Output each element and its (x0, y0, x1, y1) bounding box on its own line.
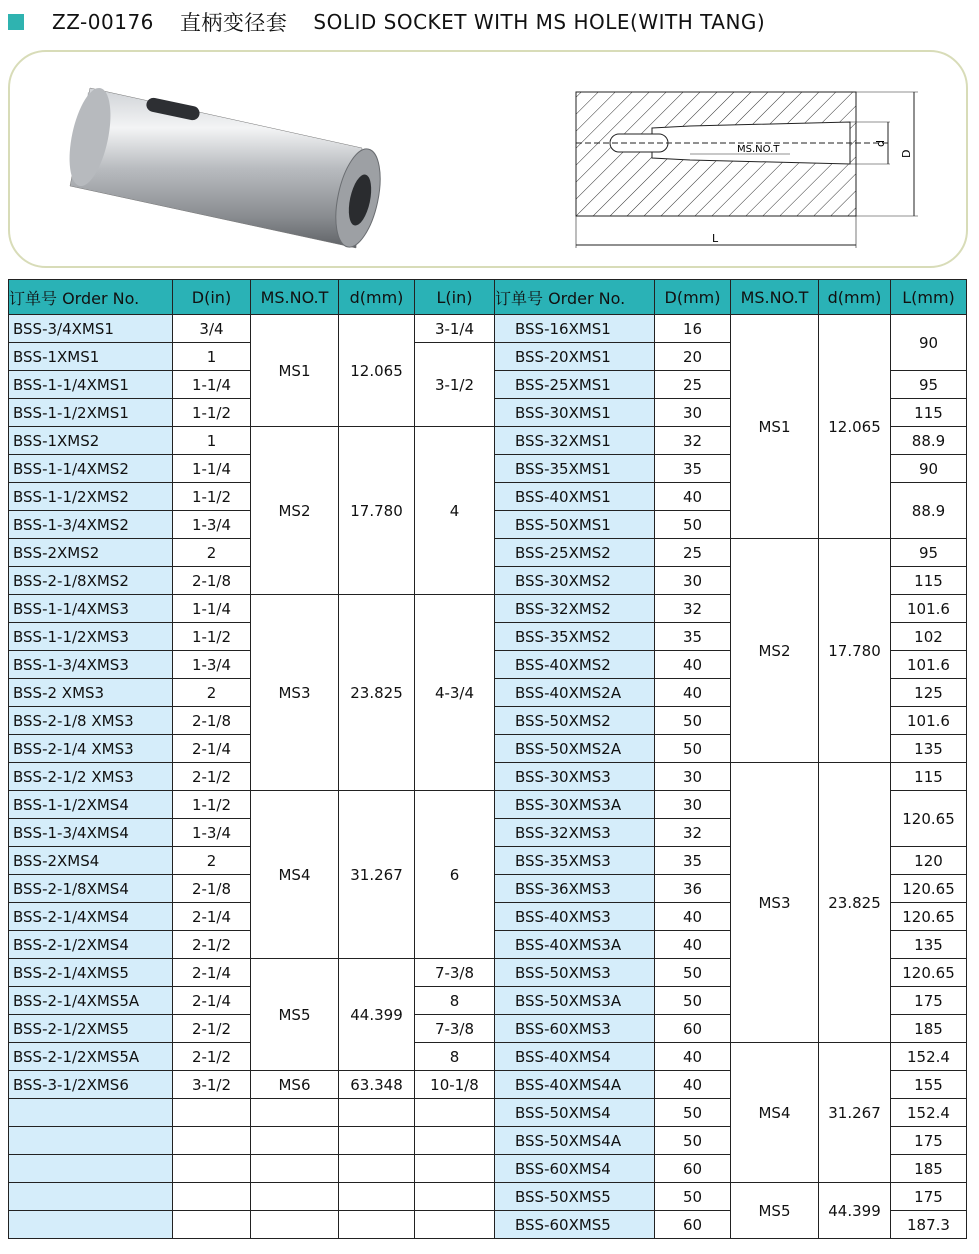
order-no-cell: BSS-1-3/4XMS3 (9, 651, 173, 679)
diameter-mm-cell: 50 (655, 1099, 731, 1127)
diameter-in-cell: 3-1/2 (173, 1071, 251, 1099)
length-mm-cell: 185 (891, 1155, 967, 1183)
diameter-mm-cell: 30 (655, 567, 731, 595)
order-no-cell: BSS-1XMS2 (9, 427, 173, 455)
column-header: D(mm) (655, 280, 731, 315)
L-label: L (712, 232, 719, 245)
diameter-mm-cell: 40 (655, 483, 731, 511)
order-no-cell: BSS-50XMS4A (495, 1127, 655, 1155)
diameter-mm-cell: 60 (655, 1211, 731, 1239)
order-no-cell: BSS-3-1/2XMS6 (9, 1071, 173, 1099)
socket-photo (62, 84, 388, 251)
d-mm-cell (339, 1127, 415, 1155)
ms-no-cell: MS4 (251, 791, 339, 959)
length-mm-cell: 175 (891, 1127, 967, 1155)
diameter-in-cell: 2-1/4 (173, 987, 251, 1015)
ms-no-cell: MS5 (731, 1183, 819, 1239)
length-mm-cell: 101.6 (891, 595, 967, 623)
length-mm-cell: 120.65 (891, 875, 967, 903)
d-mm-cell: 44.399 (819, 1183, 891, 1239)
illustration-panel (8, 50, 968, 268)
diameter-in-cell: 3/4 (173, 315, 251, 343)
order-no-cell: BSS-3/4XMS1 (9, 315, 173, 343)
length-mm-cell: 120.65 (891, 791, 967, 847)
length-in-cell (415, 1183, 495, 1211)
order-no-cell: BSS-50XMS2 (495, 707, 655, 735)
order-no-cell: BSS-32XMS1 (495, 427, 655, 455)
length-mm-cell: 102 (891, 623, 967, 651)
diameter-in-cell: 1-3/4 (173, 819, 251, 847)
d-mm-cell (339, 1183, 415, 1211)
length-mm-cell: 187.3 (891, 1211, 967, 1239)
order-no-cell: BSS-40XMS3 (495, 903, 655, 931)
diameter-in-cell (173, 1183, 251, 1211)
length-mm-cell: 90 (891, 315, 967, 371)
diameter-mm-cell: 50 (655, 707, 731, 735)
diameter-mm-cell: 50 (655, 735, 731, 763)
order-no-cell: BSS-2-1/2XMS4 (9, 931, 173, 959)
diameter-in-cell: 1 (173, 427, 251, 455)
order-no-cell (9, 1127, 173, 1155)
order-no-cell: BSS-2XMS2 (9, 539, 173, 567)
ms-no-cell: MS1 (251, 315, 339, 427)
diameter-mm-cell: 25 (655, 539, 731, 567)
column-header: L(in) (415, 280, 495, 315)
order-no-cell: BSS-35XMS1 (495, 455, 655, 483)
length-in-cell: 7-3/8 (415, 1015, 495, 1043)
order-no-cell: BSS-2-1/2XMS5A (9, 1043, 173, 1071)
d-mm-cell: 17.780 (339, 427, 415, 595)
order-no-cell: BSS-2 XMS3 (9, 679, 173, 707)
length-in-cell (415, 1155, 495, 1183)
order-no-cell (9, 1099, 173, 1127)
order-no-cell: BSS-2-1/4XMS4 (9, 903, 173, 931)
diameter-mm-cell: 30 (655, 399, 731, 427)
diameter-in-cell (173, 1155, 251, 1183)
length-in-cell (415, 1211, 495, 1239)
diameter-in-cell (173, 1211, 251, 1239)
length-mm-cell: 101.6 (891, 707, 967, 735)
diameter-in-cell: 2-1/4 (173, 903, 251, 931)
order-no-cell: BSS-2-1/4XMS5A (9, 987, 173, 1015)
ms-no-cell: MS2 (251, 427, 339, 595)
column-header: d(mm) (339, 280, 415, 315)
diameter-in-cell: 2-1/8 (173, 707, 251, 735)
length-in-cell: 4 (415, 427, 495, 595)
order-no-cell: BSS-60XMS3 (495, 1015, 655, 1043)
d-mm-cell: 23.825 (339, 595, 415, 791)
length-in-cell: 4-3/4 (415, 595, 495, 791)
length-mm-cell: 115 (891, 567, 967, 595)
diameter-mm-cell: 50 (655, 511, 731, 539)
diameter-in-cell: 2 (173, 847, 251, 875)
diameter-mm-cell: 35 (655, 847, 731, 875)
d-mm-cell: 17.780 (819, 539, 891, 763)
length-mm-cell: 155 (891, 1071, 967, 1099)
diameter-in-cell: 1-1/2 (173, 399, 251, 427)
length-mm-cell: 152.4 (891, 1099, 967, 1127)
length-mm-cell: 135 (891, 735, 967, 763)
diameter-mm-cell: 40 (655, 903, 731, 931)
diameter-mm-cell: 50 (655, 1183, 731, 1211)
order-no-cell: BSS-1-1/4XMS1 (9, 371, 173, 399)
order-no-cell: BSS-32XMS3 (495, 819, 655, 847)
order-no-cell: BSS-16XMS1 (495, 315, 655, 343)
order-no-cell (9, 1211, 173, 1239)
d-mm-cell: 12.065 (819, 315, 891, 539)
diameter-mm-cell: 35 (655, 455, 731, 483)
diameter-in-cell: 2-1/4 (173, 959, 251, 987)
order-no-cell: BSS-50XMS3 (495, 959, 655, 987)
column-header: D(in) (173, 280, 251, 315)
order-no-cell: BSS-50XMS1 (495, 511, 655, 539)
length-mm-cell: 95 (891, 539, 967, 567)
diameter-in-cell (173, 1099, 251, 1127)
diameter-mm-cell: 20 (655, 343, 731, 371)
diameter-mm-cell: 40 (655, 651, 731, 679)
diameter-in-cell: 2-1/2 (173, 1043, 251, 1071)
order-no-cell: BSS-35XMS3 (495, 847, 655, 875)
length-mm-cell: 152.4 (891, 1043, 967, 1071)
diameter-in-cell (173, 1127, 251, 1155)
order-no-cell: BSS-20XMS1 (495, 343, 655, 371)
order-no-cell: BSS-36XMS3 (495, 875, 655, 903)
length-in-cell: 7-3/8 (415, 959, 495, 987)
order-no-cell: BSS-2-1/8 XMS3 (9, 707, 173, 735)
order-no-cell: BSS-2-1/8XMS2 (9, 567, 173, 595)
diameter-in-cell: 2-1/2 (173, 931, 251, 959)
order-no-cell (9, 1183, 173, 1211)
order-no-cell: BSS-2-1/8XMS4 (9, 875, 173, 903)
diameter-in-cell: 2-1/8 (173, 567, 251, 595)
length-in-cell: 8 (415, 1043, 495, 1071)
length-in-cell: 3-1/2 (415, 343, 495, 427)
diameter-in-cell: 1-3/4 (173, 511, 251, 539)
length-mm-cell: 115 (891, 763, 967, 791)
table-header (9, 280, 967, 315)
order-no-cell: BSS-35XMS2 (495, 623, 655, 651)
order-no-cell: BSS-40XMS4A (495, 1071, 655, 1099)
order-no-cell: BSS-1XMS1 (9, 343, 173, 371)
d-mm-cell: 63.348 (339, 1071, 415, 1099)
table-row (9, 1043, 967, 1071)
diameter-mm-cell: 50 (655, 1127, 731, 1155)
order-no-cell: BSS-60XMS4 (495, 1155, 655, 1183)
length-mm-cell: 88.9 (891, 483, 967, 539)
d-mm-cell: 12.065 (339, 315, 415, 427)
order-no-cell: BSS-2-1/4XMS5 (9, 959, 173, 987)
diameter-mm-cell: 50 (655, 959, 731, 987)
length-in-cell (415, 1099, 495, 1127)
order-no-cell: BSS-1-1/2XMS2 (9, 483, 173, 511)
diameter-mm-cell: 40 (655, 1043, 731, 1071)
order-no-cell: BSS-50XMS4 (495, 1099, 655, 1127)
order-no-cell: BSS-25XMS1 (495, 371, 655, 399)
length-mm-cell: 90 (891, 455, 967, 483)
length-in-cell (415, 1127, 495, 1155)
diameter-in-cell: 2 (173, 679, 251, 707)
order-no-cell: BSS-1-3/4XMS2 (9, 511, 173, 539)
order-no-cell: BSS-40XMS2 (495, 651, 655, 679)
diameter-in-cell: 1-1/2 (173, 623, 251, 651)
diameter-mm-cell: 30 (655, 791, 731, 819)
order-no-cell: BSS-1-1/4XMS2 (9, 455, 173, 483)
length-mm-cell: 115 (891, 399, 967, 427)
ms-no-cell (251, 1099, 339, 1127)
title-marker (8, 14, 24, 30)
length-mm-cell: 101.6 (891, 651, 967, 679)
diameter-mm-cell: 32 (655, 595, 731, 623)
diameter-mm-cell: 60 (655, 1015, 731, 1043)
diameter-mm-cell: 32 (655, 427, 731, 455)
order-no-cell: BSS-1-1/2XMS4 (9, 791, 173, 819)
length-mm-cell: 120.65 (891, 959, 967, 987)
spec-table (8, 279, 967, 1239)
d-mm-cell: 31.267 (339, 791, 415, 959)
diameter-in-cell: 2-1/8 (173, 875, 251, 903)
ms-no-cell: MS4 (731, 1043, 819, 1183)
length-mm-cell: 88.9 (891, 427, 967, 455)
order-no-cell: BSS-40XMS4 (495, 1043, 655, 1071)
column-header: 订单号 Order No. (9, 280, 173, 315)
ms-no-cell: MS2 (731, 539, 819, 763)
ms-no-cell (251, 1183, 339, 1211)
length-in-cell: 10-1/8 (415, 1071, 495, 1099)
order-no-cell: BSS-1-1/4XMS3 (9, 595, 173, 623)
diameter-mm-cell: 40 (655, 679, 731, 707)
ms-no-cell: MS3 (251, 595, 339, 791)
length-in-cell: 6 (415, 791, 495, 959)
diameter-in-cell: 1-1/4 (173, 371, 251, 399)
length-mm-cell: 95 (891, 371, 967, 399)
diameter-in-cell: 1-1/4 (173, 455, 251, 483)
product-illustrations (10, 52, 966, 266)
ms-no-cell: MS1 (731, 315, 819, 539)
diameter-mm-cell: 32 (655, 819, 731, 847)
length-mm-cell: 175 (891, 987, 967, 1015)
column-header: MS.NO.T (251, 280, 339, 315)
order-no-cell (9, 1155, 173, 1183)
diameter-mm-cell: 40 (655, 1071, 731, 1099)
d-mm-cell (339, 1099, 415, 1127)
order-no-cell: BSS-40XMS1 (495, 483, 655, 511)
diameter-in-cell: 2-1/2 (173, 763, 251, 791)
d-mm-cell (339, 1155, 415, 1183)
order-no-cell: BSS-32XMS2 (495, 595, 655, 623)
order-no-cell: BSS-25XMS2 (495, 539, 655, 567)
diameter-in-cell: 1-3/4 (173, 651, 251, 679)
diameter-in-cell: 2-1/2 (173, 1015, 251, 1043)
diameter-in-cell: 1-1/2 (173, 791, 251, 819)
order-no-cell: BSS-30XMS2 (495, 567, 655, 595)
product-name-en: SOLID SOCKET WITH MS HOLE(WITH TANG) (313, 10, 766, 34)
diameter-mm-cell: 60 (655, 1155, 731, 1183)
product-name-cn: 直柄变径套 (179, 11, 288, 35)
order-no-cell: BSS-60XMS5 (495, 1211, 655, 1239)
order-no-cell: BSS-40XMS3A (495, 931, 655, 959)
length-mm-cell: 175 (891, 1183, 967, 1211)
order-no-cell: BSS-1-3/4XMS4 (9, 819, 173, 847)
diameter-mm-cell: 50 (655, 987, 731, 1015)
ms-no-cell: MS3 (731, 763, 819, 1043)
d-mm-cell: 23.825 (819, 763, 891, 1043)
length-in-cell: 3-1/4 (415, 315, 495, 343)
diameter-mm-cell: 35 (655, 623, 731, 651)
ms-no-cell: MS6 (251, 1071, 339, 1099)
D-label: D (900, 149, 913, 158)
order-no-cell: BSS-2-1/2XMS5 (9, 1015, 173, 1043)
page-title (8, 6, 765, 38)
diameter-mm-cell: 30 (655, 763, 731, 791)
order-no-cell: BSS-30XMS1 (495, 399, 655, 427)
diameter-in-cell: 1 (173, 343, 251, 371)
order-no-cell: BSS-1-1/2XMS3 (9, 623, 173, 651)
order-no-cell: BSS-40XMS2A (495, 679, 655, 707)
order-no-cell: BSS-50XMS3A (495, 987, 655, 1015)
ms-no-cell (251, 1127, 339, 1155)
length-in-cell: 8 (415, 987, 495, 1015)
column-header: d(mm) (819, 280, 891, 315)
diameter-mm-cell: 40 (655, 931, 731, 959)
table-row (9, 1183, 967, 1211)
diameter-mm-cell: 36 (655, 875, 731, 903)
length-mm-cell: 120.65 (891, 903, 967, 931)
order-no-cell: BSS-30XMS3 (495, 763, 655, 791)
product-code: ZZ-00176 (52, 10, 154, 34)
column-header: 订单号 Order No. (495, 280, 655, 315)
length-mm-cell: 135 (891, 931, 967, 959)
ms-no-cell (251, 1155, 339, 1183)
diameter-in-cell: 1-1/4 (173, 595, 251, 623)
technical-drawing (576, 92, 918, 248)
ms-label: MS.NO.T (737, 144, 780, 155)
column-header: L(mm) (891, 280, 967, 315)
length-mm-cell: 185 (891, 1015, 967, 1043)
d-label: d (874, 140, 887, 147)
order-no-cell: BSS-30XMS3A (495, 791, 655, 819)
ms-no-cell: MS5 (251, 959, 339, 1071)
table-row (9, 315, 967, 343)
diameter-mm-cell: 25 (655, 371, 731, 399)
order-no-cell: BSS-1-1/2XMS1 (9, 399, 173, 427)
diameter-in-cell: 1-1/2 (173, 483, 251, 511)
order-no-cell: BSS-2-1/2 XMS3 (9, 763, 173, 791)
order-no-cell: BSS-2XMS4 (9, 847, 173, 875)
order-no-cell: BSS-50XMS2A (495, 735, 655, 763)
length-mm-cell: 120 (891, 847, 967, 875)
column-header: MS.NO.T (731, 280, 819, 315)
order-no-cell: BSS-50XMS5 (495, 1183, 655, 1211)
d-mm-cell: 44.399 (339, 959, 415, 1071)
diameter-in-cell: 2-1/4 (173, 735, 251, 763)
diameter-mm-cell: 16 (655, 315, 731, 343)
ms-no-cell (251, 1211, 339, 1239)
d-mm-cell: 31.267 (819, 1043, 891, 1183)
d-mm-cell (339, 1211, 415, 1239)
order-no-cell: BSS-2-1/4 XMS3 (9, 735, 173, 763)
length-mm-cell: 125 (891, 679, 967, 707)
diameter-in-cell: 2 (173, 539, 251, 567)
